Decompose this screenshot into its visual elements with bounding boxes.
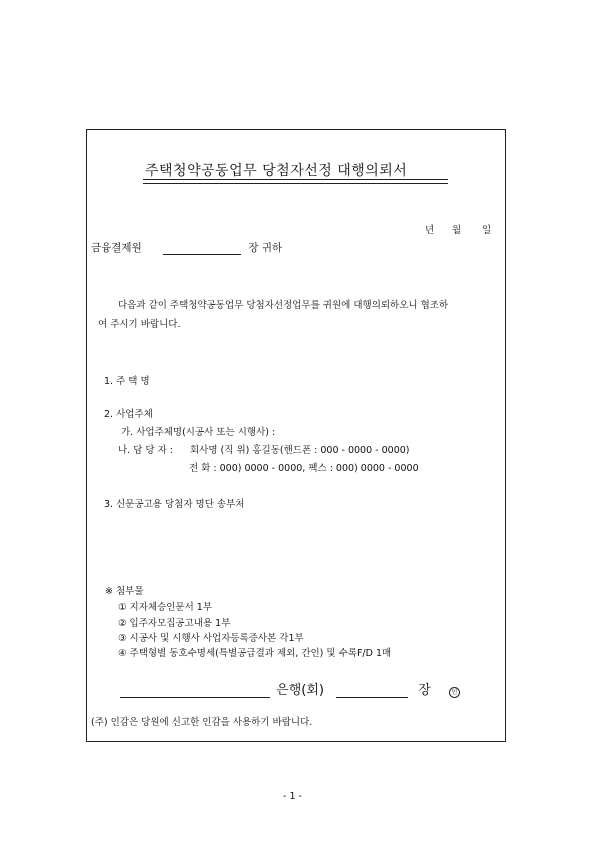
bank-label: 은행(회) xyxy=(276,683,324,698)
attachment-item: ① 지자체승인문서 1부 xyxy=(118,602,213,613)
head-label: 장 xyxy=(418,683,431,698)
page-number: - 1 - xyxy=(283,791,302,802)
body-line-2: 여 주시기 바랍니다. xyxy=(98,319,181,330)
recipient-org: 금융결제원 xyxy=(91,242,142,254)
attachment-item: ② 입주자모집공고내용 1부 xyxy=(118,618,231,629)
recipient-name-blank xyxy=(163,243,241,255)
item-newspaper-recipient: 3. 신문공고용 당첨자 명단 송부처 xyxy=(104,499,245,510)
footnote: (주) 인감은 당원에 신고한 인감을 사용하기 바랍니다. xyxy=(91,717,313,728)
item-housing-name: 1. 주 택 명 xyxy=(104,376,150,387)
attachments-header: ※ 첨부물 xyxy=(105,586,144,597)
date-month: 월 xyxy=(452,225,462,236)
bank-name-blank xyxy=(120,683,270,698)
item-business-entity-name: 가. 사업주체명(시공사 또는 시행사) : xyxy=(121,427,276,438)
signature-line xyxy=(120,679,460,698)
head-name-blank xyxy=(336,683,408,698)
seal-icon: 인 xyxy=(449,687,460,698)
body-line-1: 다음과 같이 주택청약공동업무 당첨자선정업무를 귀원에 대행의뢰하오니 협조하 xyxy=(118,300,449,311)
recipient-title: 장 귀하 xyxy=(248,242,283,254)
attachment-item: ③ 시공사 및 시행사 사업자등록증사본 각1부 xyxy=(118,633,304,644)
item-contact-detail: 회사명 (직 위) 홍길동(핸드폰 : 000 - 0000 - 0000) xyxy=(190,445,410,456)
date-day: 일 xyxy=(482,225,492,236)
item-contact-phone: 전 화 : 000) 0000 - 0000, 팩스 : 000) 0000 - 0000 xyxy=(189,463,419,474)
attachment-item: ④ 주택형별 동호수명세(특별공급결과 제외, 간인) 및 수록F/D 1매 xyxy=(118,648,392,659)
form-title: 주택청약공동업무 당첨자선정 대행의뢰서 xyxy=(145,163,408,179)
item-business-entity: 2. 사업주체 xyxy=(104,409,153,420)
recipient-line xyxy=(91,240,282,255)
title-double-underline xyxy=(143,179,448,184)
date-year: 년 xyxy=(425,225,435,236)
item-contact-label: 나. 담 당 자 : xyxy=(118,445,174,456)
